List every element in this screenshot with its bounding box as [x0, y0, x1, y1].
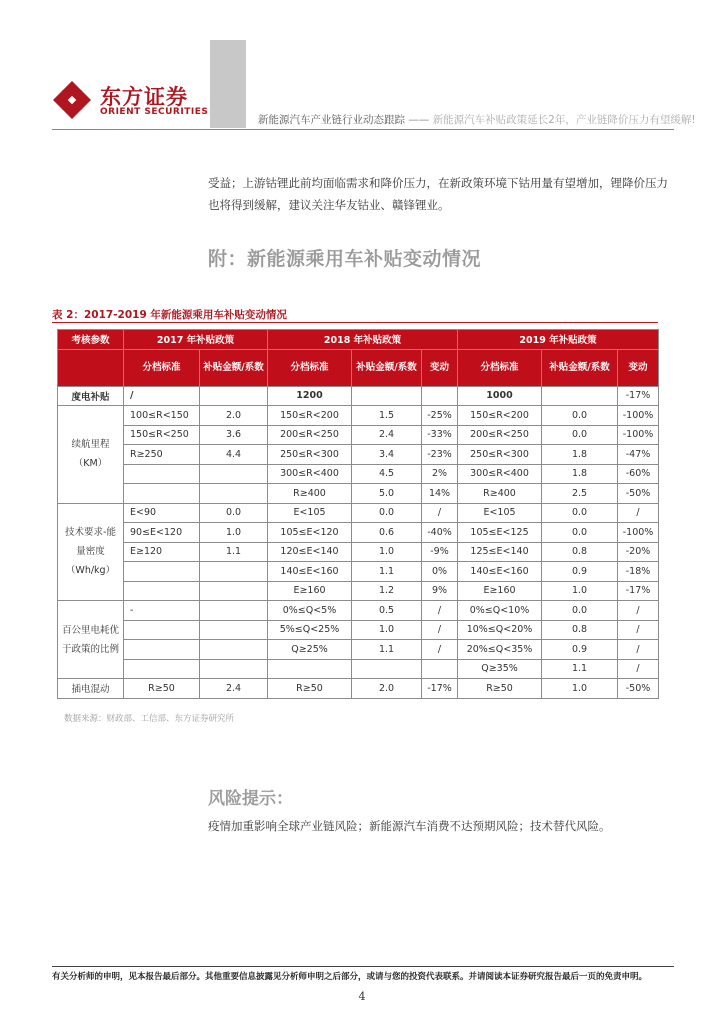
cell: -9%	[422, 542, 458, 562]
cell: 20%≤Q<35%	[458, 640, 542, 660]
cell: 300≤R<400	[458, 464, 542, 484]
table-row	[58, 640, 659, 660]
cell: 250≤R<300	[458, 445, 542, 465]
cell: R≥400	[458, 484, 542, 504]
cell: 0.0	[352, 503, 422, 523]
cell: 90≤E<120	[124, 523, 200, 543]
cell: R≥400	[268, 484, 352, 504]
cell: -50%	[618, 679, 659, 699]
section-title: 附：新能源乘用车补贴变动情况	[208, 248, 482, 270]
subheader-amount-2017: 补贴金额/系数	[200, 349, 268, 386]
cell: 0.8	[542, 620, 618, 640]
cell: R≥50	[268, 679, 352, 699]
group-label-density: 技术要求-能量密度（Wh/kg）	[58, 503, 124, 601]
cell: /	[124, 386, 200, 406]
cell: 0.0	[542, 425, 618, 445]
cell: 4.5	[352, 464, 422, 484]
cell: 2.4	[200, 679, 268, 699]
subheader-change-2019: 变动	[618, 349, 659, 386]
cell	[124, 484, 200, 504]
cell: -47%	[618, 445, 659, 465]
cell: 2.4	[352, 425, 422, 445]
cell: -17%	[618, 386, 659, 406]
cell: 4.4	[200, 445, 268, 465]
cell: 1.8	[542, 445, 618, 465]
cell: Q≥35%	[458, 659, 542, 679]
cell: -33%	[422, 425, 458, 445]
cell	[200, 601, 268, 621]
cell	[422, 386, 458, 406]
header-2017: 2017 年补贴政策	[124, 330, 268, 350]
cell: 105≤E<120	[268, 523, 352, 543]
table-row	[58, 679, 659, 699]
cell: 1.0	[542, 581, 618, 601]
cell: -20%	[618, 542, 659, 562]
subheader-amount-2019: 补贴金额/系数	[542, 349, 618, 386]
cell: 14%	[422, 484, 458, 504]
cell	[124, 640, 200, 660]
cell	[200, 659, 268, 679]
risk-paragraph: 疫情加重影响全球产业链风险；新能源汽车消费不达预期风险；技术替代风险。	[208, 819, 611, 833]
table-row	[58, 386, 659, 406]
table-row	[58, 484, 659, 504]
table-row	[58, 406, 659, 426]
company-logo	[52, 78, 212, 122]
cell	[124, 464, 200, 484]
cell	[200, 464, 268, 484]
report-type: 新能源汽车产业链行业动态跟踪	[258, 114, 405, 126]
table-row	[58, 581, 659, 601]
cell: 1.0	[352, 620, 422, 640]
subheader-std-2018: 分档标准	[268, 349, 352, 386]
cell: /	[422, 620, 458, 640]
cell: -100%	[618, 425, 659, 445]
page-number: 4	[358, 990, 366, 1003]
cell	[200, 581, 268, 601]
caption-divider	[52, 322, 658, 323]
subheader-std-2019: 分档标准	[458, 349, 542, 386]
cell: 1.2	[352, 581, 422, 601]
cell: 5%≤Q<25%	[268, 620, 352, 640]
cell: -40%	[422, 523, 458, 543]
table-header-row	[58, 330, 659, 350]
table-row	[58, 425, 659, 445]
cell	[124, 581, 200, 601]
table-caption: 表 2：2017-2019 年新能源乘用车补贴变动情况	[52, 309, 287, 321]
group-base-subsidy: 度电补贴	[58, 386, 124, 406]
subsidy-table	[57, 329, 659, 699]
cell: /	[618, 659, 659, 679]
cell	[124, 659, 200, 679]
logo-english-name: ORIENT SECURITIES	[100, 107, 209, 117]
cell: 1000	[458, 386, 542, 406]
header-gray-bar	[210, 40, 246, 128]
header-2019: 2019 年补贴政策	[458, 330, 659, 350]
cell	[200, 640, 268, 660]
cell: 3.6	[200, 425, 268, 445]
cell: 140≤E<160	[458, 562, 542, 582]
cell: 300≤R<400	[268, 464, 352, 484]
cell	[124, 562, 200, 582]
cell: -17%	[422, 679, 458, 699]
table-row	[58, 523, 659, 543]
cell: 0%≤Q<5%	[268, 601, 352, 621]
cell: -100%	[618, 523, 659, 543]
table-row	[58, 620, 659, 640]
cell: 0.9	[542, 562, 618, 582]
data-source: 数据来源：财政部、工信部、东方证券研究所	[64, 714, 235, 724]
group-label-energy: 百公里电耗优于政策的比例	[58, 601, 124, 679]
cell: -50%	[618, 484, 659, 504]
cell: 1.1	[352, 562, 422, 582]
cell: E<105	[268, 503, 352, 523]
cell: 0.6	[352, 523, 422, 543]
cell: R≥250	[124, 445, 200, 465]
cell: 3.4	[352, 445, 422, 465]
table-row	[58, 659, 659, 679]
cell: /	[422, 601, 458, 621]
cell: 105≤E<125	[458, 523, 542, 543]
group-label-range: 续航里程（KM）	[58, 406, 124, 504]
cell: 2%	[422, 464, 458, 484]
cell	[268, 659, 352, 679]
cell: 125≤E<140	[458, 542, 542, 562]
cell: 1.1	[542, 659, 618, 679]
cell: E<90	[124, 503, 200, 523]
report-subtitle: 新能源汽车补贴政策延长2年，产业链降价压力有望缓解!	[432, 114, 696, 126]
cell: Q≥25%	[268, 640, 352, 660]
report-header	[258, 112, 696, 127]
cell: R≥50	[124, 679, 200, 699]
cell: 100≤R<150	[124, 406, 200, 426]
cell: 1.5	[352, 406, 422, 426]
orient-logo-icon	[52, 80, 92, 120]
cell: /	[618, 503, 659, 523]
footer-divider	[52, 966, 674, 967]
cell: 250≤R<300	[268, 445, 352, 465]
cell: 1.1	[352, 640, 422, 660]
header-param: 考核参数	[58, 330, 124, 350]
subheader-empty	[58, 349, 124, 386]
cell: /	[422, 503, 458, 523]
cell: 200≤R<250	[268, 425, 352, 445]
subheader-change-2018: 变动	[422, 349, 458, 386]
group-phev: 插电混动	[58, 679, 124, 699]
cell: 0.0	[542, 406, 618, 426]
cell: 0.0	[542, 601, 618, 621]
cell: R≥50	[458, 679, 542, 699]
cell: 0%≤Q<10%	[458, 601, 542, 621]
cell	[422, 659, 458, 679]
cell: 150≤R<200	[458, 406, 542, 426]
cell	[124, 620, 200, 640]
cell: 5.0	[352, 484, 422, 504]
cell: E<105	[458, 503, 542, 523]
cell: 140≤E<160	[268, 562, 352, 582]
risk-title: 风险提示：	[208, 789, 293, 809]
cell: 150≤R<250	[124, 425, 200, 445]
table-row	[58, 562, 659, 582]
cell: E≥160	[458, 581, 542, 601]
cell: 1200	[268, 386, 352, 406]
cell: 0.0	[200, 503, 268, 523]
cell: -60%	[618, 464, 659, 484]
subheader-std-2017: 分档标准	[124, 349, 200, 386]
table-row	[58, 601, 659, 621]
table-row	[58, 542, 659, 562]
table-subheader-row	[58, 349, 659, 386]
range-group	[58, 406, 659, 504]
header-divider	[52, 129, 674, 130]
cell: 150≤R<200	[268, 406, 352, 426]
intro-paragraph: 受益；上游钴锂此前均面临需求和降价压力，在新政策环境下钴用量有望增加，锂降价压力也将得到缓解，建议关注华友钴业、赣锋锂业。	[208, 176, 668, 212]
cell: 0.9	[542, 640, 618, 660]
cell	[200, 386, 268, 406]
cell: 9%	[422, 581, 458, 601]
cell	[352, 386, 422, 406]
cell	[200, 562, 268, 582]
cell: 1.0	[200, 523, 268, 543]
cell: 0.0	[542, 503, 618, 523]
cell: -25%	[422, 406, 458, 426]
header-2018: 2018 年补贴政策	[268, 330, 458, 350]
cell: -100%	[618, 406, 659, 426]
energy-group	[58, 601, 659, 679]
cell: /	[422, 640, 458, 660]
cell: 0%	[422, 562, 458, 582]
table-row	[58, 503, 659, 523]
cell: E≥120	[124, 542, 200, 562]
table-row	[58, 445, 659, 465]
cell: 2.0	[352, 679, 422, 699]
cell	[200, 484, 268, 504]
cell: /	[618, 620, 659, 640]
table-row	[58, 464, 659, 484]
cell: 1.8	[542, 464, 618, 484]
cell: -	[124, 601, 200, 621]
cell	[542, 386, 618, 406]
cell: 10%≤Q<20%	[458, 620, 542, 640]
header-separator: ——	[408, 114, 430, 126]
cell: E≥160	[268, 581, 352, 601]
cell: 1.1	[200, 542, 268, 562]
density-group	[58, 503, 659, 601]
cell: 1.0	[352, 542, 422, 562]
cell: 200≤R<250	[458, 425, 542, 445]
cell: 1.0	[542, 679, 618, 699]
cell: 0.0	[542, 523, 618, 543]
cell: 2.0	[200, 406, 268, 426]
cell: -17%	[618, 581, 659, 601]
logo-chinese-name: 东方证券	[100, 85, 188, 109]
cell: /	[618, 601, 659, 621]
cell: 120≤E<140	[268, 542, 352, 562]
cell: 0.5	[352, 601, 422, 621]
cell	[352, 659, 422, 679]
cell	[200, 620, 268, 640]
cell: -18%	[618, 562, 659, 582]
footer-disclaimer: 有关分析师的申明，见本报告最后部分。其他重要信息披露见分析师申明之后部分，或请与您的投资代表联系。并请阅读本证券研究报告最后一页的免责申明。	[52, 972, 648, 982]
cell: /	[618, 640, 659, 660]
cell: 2.5	[542, 484, 618, 504]
cell: 0.8	[542, 542, 618, 562]
cell: -23%	[422, 445, 458, 465]
subheader-amount-2018: 补贴金额/系数	[352, 349, 422, 386]
